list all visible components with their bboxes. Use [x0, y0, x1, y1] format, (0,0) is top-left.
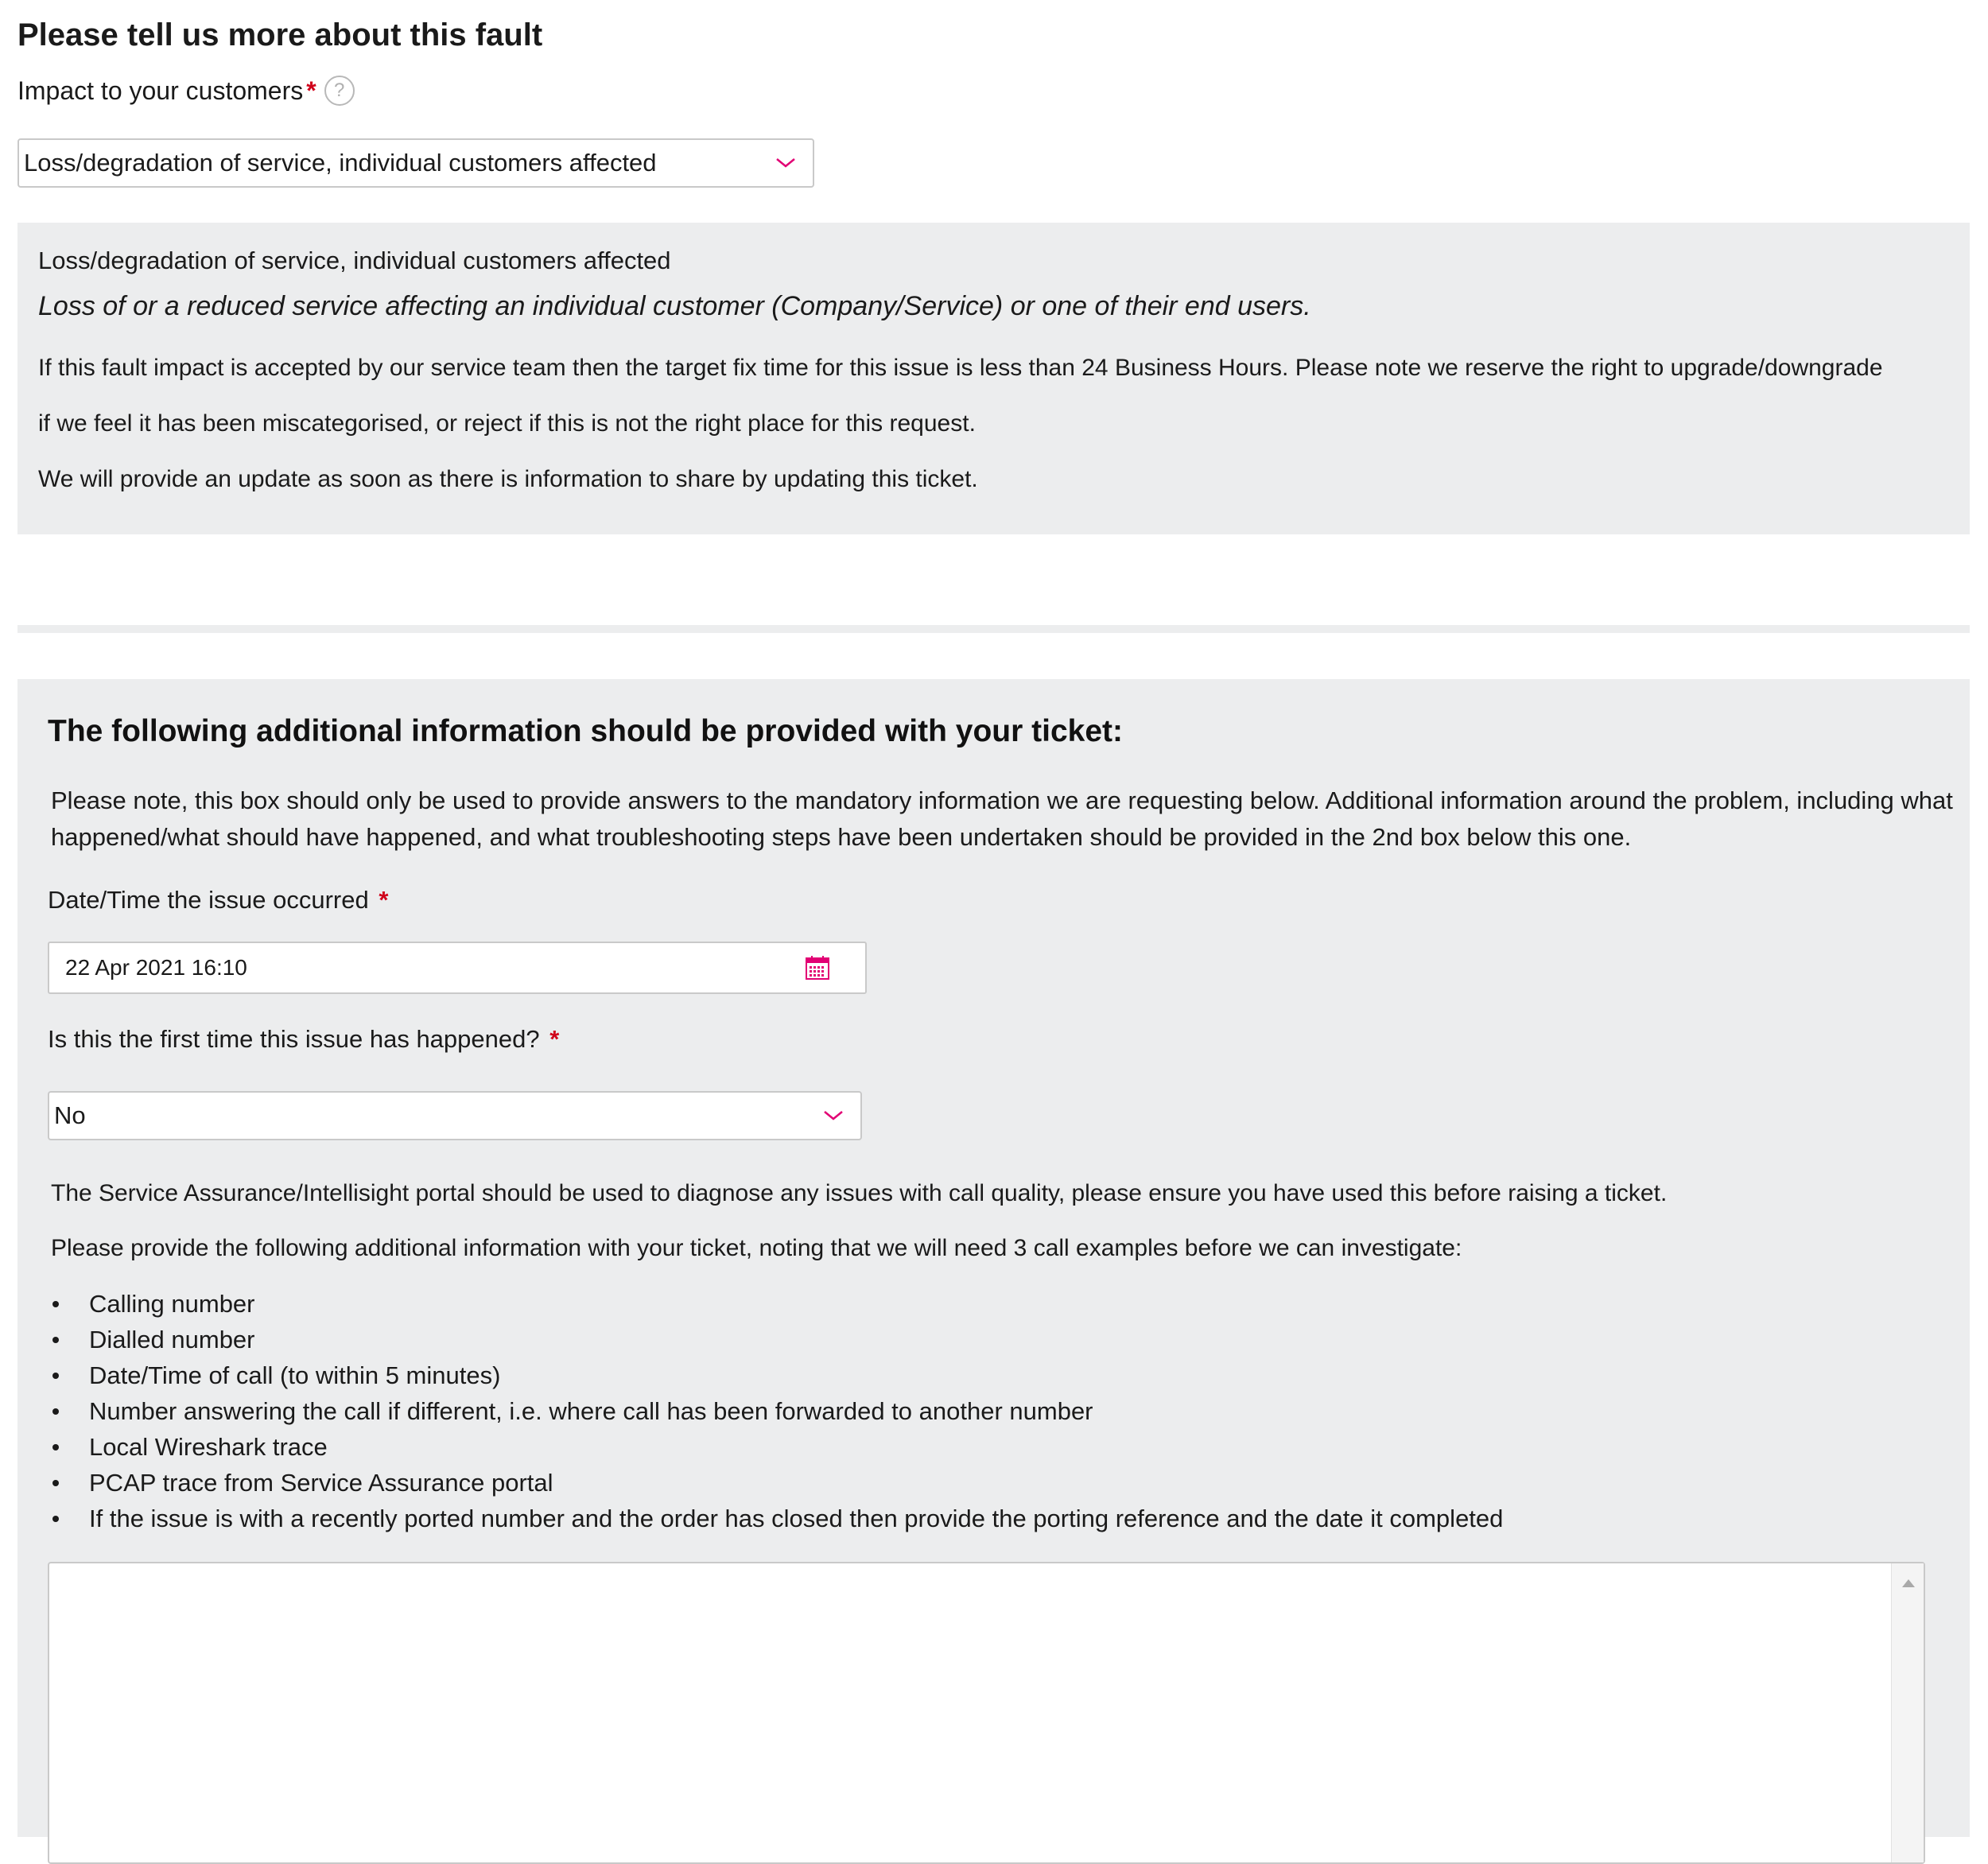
first-time-label-text: Is this the first time this issue has happened? — [48, 1025, 540, 1053]
help-icon[interactable]: ? — [324, 76, 355, 106]
impact-info-description: Loss of or a reduced service affecting an individual customer (Company/Service) or one of their end users. — [38, 291, 1311, 321]
first-time-select[interactable] — [48, 1091, 862, 1140]
bullet-icon — [52, 1373, 59, 1379]
list-item: If the issue is with a recently ported number and the order has closed then provide the porting reference and the date it completed — [51, 1501, 1503, 1536]
first-time-select-value: No — [54, 1101, 86, 1129]
first-time-label — [48, 1025, 559, 1054]
bullet-icon — [52, 1337, 59, 1343]
list-item: Date/Time of call (to within 5 minutes) — [51, 1357, 1503, 1393]
impact-info-title: Loss/degradation of service, individual customers affected — [38, 247, 671, 274]
impact-select-value: Loss/degradation of service, individual customers affected — [24, 149, 657, 177]
bullet-icon — [52, 1301, 59, 1307]
scroll-up-arrow-icon[interactable] — [1902, 1579, 1915, 1587]
impact-label — [17, 76, 355, 106]
textarea-scrollbar[interactable] — [1891, 1563, 1924, 1862]
section-divider — [17, 625, 1970, 633]
bullet-icon — [52, 1444, 59, 1450]
list-item: Number answering the call if different, i.e. where call has been forwarded to another number — [51, 1393, 1503, 1429]
impact-info-paragraph-line2: if we feel it has been miscategorised, or reject if this is not the right place for this request. — [38, 410, 976, 437]
impact-label-text: Impact to your customers — [17, 76, 304, 105]
provide-note: Please provide the following additional information with your ticket, noting that we will need 3 call examples before we can investigate: — [51, 1235, 1462, 1261]
impact-info-update-note: We will provide an update as soon as there is information to share by updating this ticket. — [38, 466, 978, 492]
bullet-icon — [52, 1480, 59, 1486]
bullet-icon — [52, 1408, 59, 1415]
required-asterisk: * — [549, 1025, 560, 1053]
impact-info-paragraph-line1: If this fault impact is accepted by our service team then the target fix time for this issue is less than 24 Business Hours. Please note we reserve the right to upgrade/downgrade — [38, 355, 1883, 381]
additional-info-note: Please note, this box should only be used to provide answers to the mandatory information we are requesting below. Additional information around the problem, including what happened/what should have happened, and what troubleshooting steps have been undertaken should be provided in the 2nd box below this one. — [51, 786, 1953, 851]
portal-note: The Service Assurance/Intellisight portal should be used to diagnose any issues with call quality, please ensure you have used this before raising a ticket. — [51, 1180, 1668, 1206]
requirements-list — [51, 1286, 1503, 1536]
date-time-value: 22 Apr 2021 16:10 — [65, 955, 247, 980]
date-time-input[interactable] — [48, 942, 867, 994]
list-item: Local Wireshark trace — [51, 1429, 1503, 1465]
chevron-down-icon[interactable] — [817, 1100, 849, 1132]
additional-info-title: The following additional information should be provided with your ticket: — [48, 714, 1123, 748]
list-item: Calling number — [51, 1286, 1503, 1322]
required-asterisk: * — [379, 886, 389, 914]
bullet-icon — [52, 1516, 59, 1522]
list-item: PCAP trace from Service Assurance portal — [51, 1465, 1503, 1501]
chevron-down-icon[interactable] — [770, 147, 802, 179]
calendar-icon[interactable] — [802, 952, 833, 984]
list-item: Dialled number — [51, 1322, 1503, 1357]
section-title: Please tell us more about this fault — [17, 17, 543, 52]
date-label — [48, 886, 388, 915]
additional-info-textarea[interactable] — [48, 1562, 1925, 1864]
impact-select[interactable] — [17, 138, 814, 188]
date-label-text: Date/Time the issue occurred — [48, 886, 369, 914]
required-asterisk: * — [306, 76, 316, 105]
